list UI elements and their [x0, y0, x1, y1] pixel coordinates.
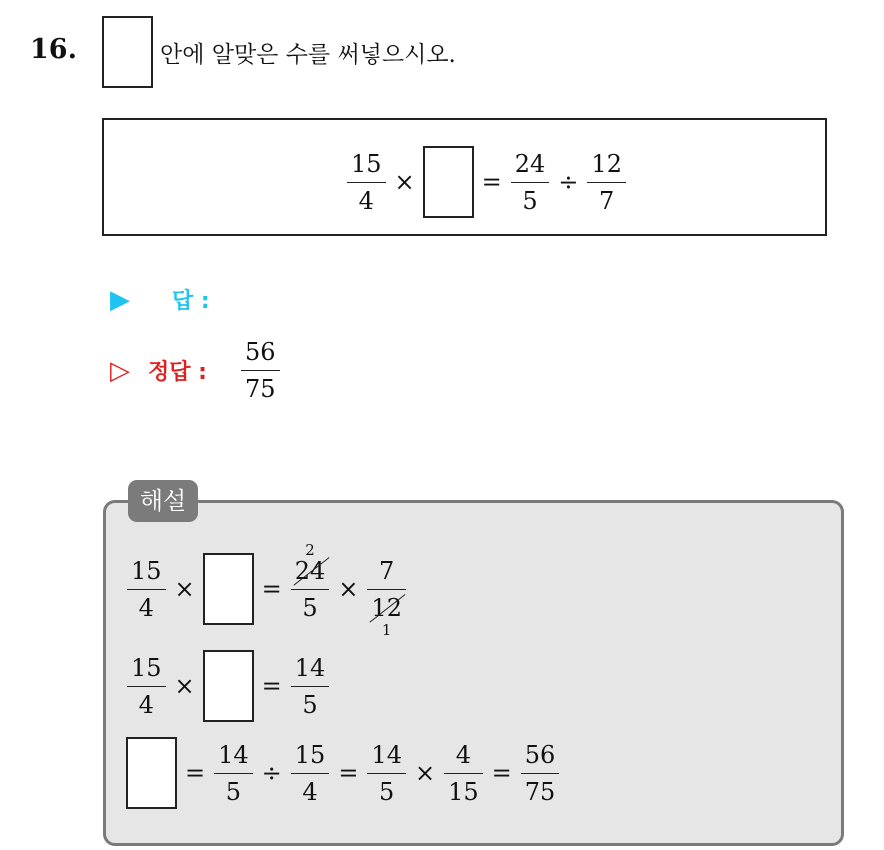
correct-answer-fraction: $\frac{56}{75}$: [241, 338, 280, 403]
equals-sign: =: [491, 759, 512, 787]
equals-sign: =: [481, 168, 502, 196]
fraction: $\frac{4}{15}$: [444, 741, 483, 806]
times-sign: ×: [338, 575, 359, 603]
cancel-result: 2: [305, 540, 315, 559]
correct-answer-line: [110, 338, 283, 403]
fraction: $\frac{12}{7}$: [587, 150, 626, 215]
problem-box: [102, 118, 827, 236]
times-sign: ×: [394, 168, 415, 196]
times-sign: ×: [174, 672, 195, 700]
blank-box: [423, 146, 474, 218]
question-text: 안에 알맞은 수를 써넣으시오.: [160, 42, 456, 68]
divide-sign: ÷: [261, 759, 282, 787]
cancelled-fraction: 2 24 5: [291, 557, 330, 622]
cancel-result: 1: [381, 620, 392, 639]
play-outline-icon: ▷: [110, 355, 130, 386]
fraction: $\frac{24}{5}$: [511, 150, 550, 215]
blank-box: [203, 650, 254, 722]
question-number: 16.: [30, 34, 77, 65]
fraction: $\frac{14}{5}$: [214, 741, 253, 806]
play-icon: ▶: [110, 284, 130, 315]
solution-line-1: [124, 540, 409, 639]
times-sign: ×: [174, 575, 195, 603]
correct-answer-label: 정답 :: [148, 360, 207, 385]
problem-equation: [344, 146, 629, 218]
blank-box: [203, 553, 254, 625]
fraction: $\frac{14}{5}$: [367, 741, 406, 806]
answer-line: [110, 284, 210, 315]
equals-sign: =: [261, 575, 282, 603]
times-sign: ×: [414, 759, 436, 787]
solution-line-2: [124, 650, 332, 722]
equals-sign: =: [338, 759, 359, 787]
equals-sign: =: [185, 759, 206, 787]
solution-line-3: [124, 737, 562, 809]
fraction: $\frac{15}{4}$: [347, 150, 386, 215]
fraction: $\frac{56}{75}$: [521, 741, 560, 806]
answer-label: 답 :: [172, 289, 210, 314]
blank-box: [126, 737, 177, 809]
fraction: $\frac{15}{4}$: [127, 557, 166, 622]
solution-tag: 해설: [128, 480, 198, 522]
fraction: $\frac{14}{5}$: [291, 654, 330, 719]
fraction: $\frac{15}{4}$: [127, 654, 166, 719]
answer-blank-box: [102, 16, 153, 88]
equals-sign: =: [261, 672, 282, 700]
divide-sign: ÷: [558, 168, 579, 196]
fraction: $\frac{15}{4}$: [291, 741, 330, 806]
cancelled-fraction: 7 12 1: [367, 557, 406, 622]
